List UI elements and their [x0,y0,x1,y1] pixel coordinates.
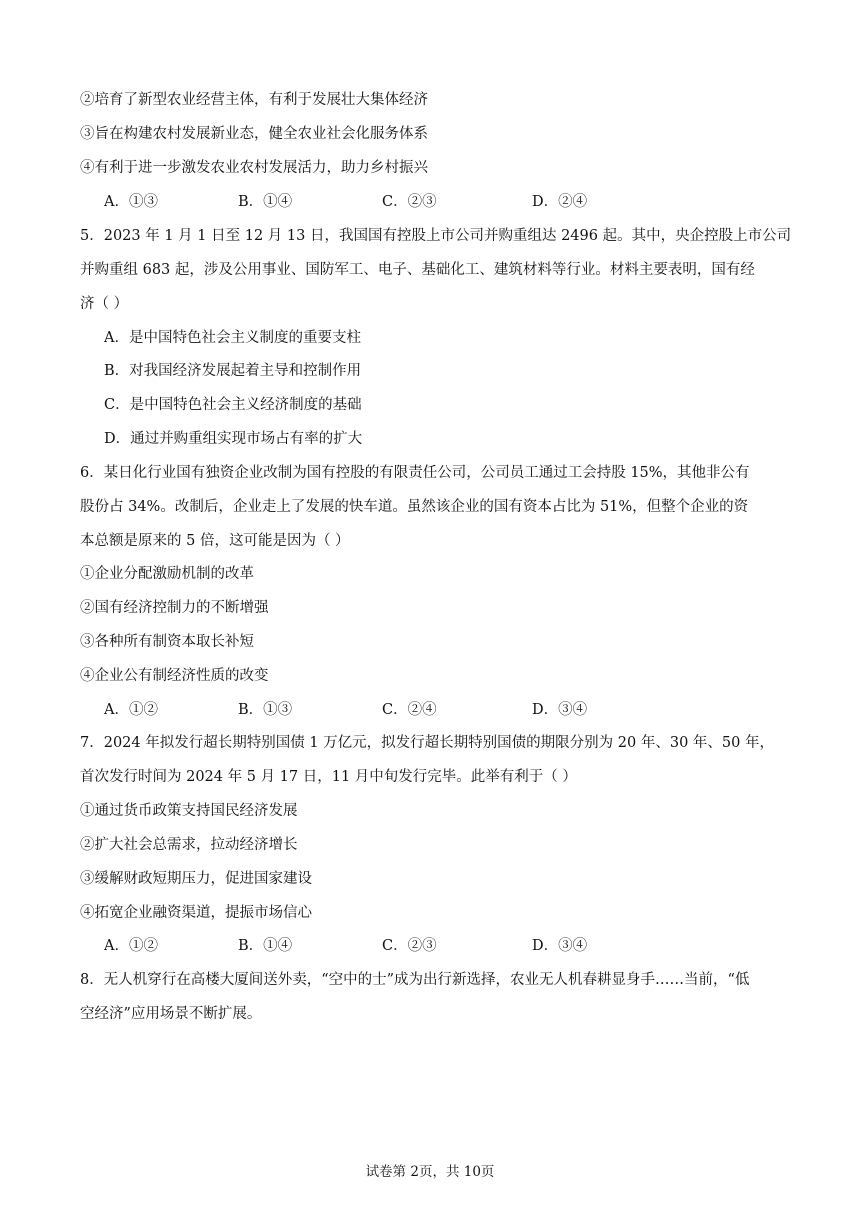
q7-option-d[interactable]: D．③④ [532,938,588,954]
q6-option-d[interactable]: D．③④ [532,702,588,718]
q5-stem-line-2: 并购重组 683 起，涉及公用事业、国防军工、电子、基础化工、建筑材料等行业。材料主要表明，国有经 [80,262,755,278]
q4-option-c[interactable]: C．②③ [382,194,437,210]
q5-option-c[interactable]: C．是中国特色社会主义经济制度的基础 [104,397,362,413]
q7-statement-3: ③缓解财政短期压力，促进国家建设 [80,871,312,887]
q6-statement-1: ①企业分配激励机制的改革 [80,566,254,582]
q4-statement-2: ②培育了新型农业经营主体，有利于发展壮大集体经济 [80,92,428,108]
q6-stem-line-3: 本总额是原来的 5 倍，这可能是因为（ ） [80,533,350,549]
q8-stem-line-2: 空经济”应用场景不断扩展。 [80,1006,262,1022]
q6-stem-line-1: 6．某日化行业国有独资企业改制为国有控股的有限责任公司，公司员工通过工会持股 15%，其他非公有 [80,465,750,481]
q6-statement-4: ④企业公有制经济性质的改变 [80,668,269,684]
q4-statement-4: ④有利于进一步激发农业农村发展活力，助力乡村振兴 [80,160,428,176]
q6-options [104,700,704,720]
q6-option-a[interactable]: A．①② [104,702,158,718]
q4-option-a[interactable]: A．①③ [104,194,158,210]
q5-option-d[interactable]: D．通过并购重组实现市场占有率的扩大 [104,431,363,447]
q7-options [104,936,704,956]
q6-option-b[interactable]: B．①③ [238,702,293,718]
q6-option-c[interactable]: C．②④ [382,702,437,718]
q7-option-b[interactable]: B．①④ [238,938,293,954]
q6-stem-line-2: 股份占 34%。改制后，企业走上了发展的快车道。虽然该企业的国有资本占比为 51%，但整个企业的资 [80,499,749,515]
q6-statement-3: ③各种所有制资本取长补短 [80,634,254,650]
q5-stem-line-3: 济（ ） [80,296,129,312]
q7-stem-line-2: 首次发行时间为 2024 年 5 月 17 日，11 月中旬发行完毕。此举有利于（ ） [80,769,577,785]
q4-options [104,192,704,212]
q7-statement-1: ①通过货币政策支持国民经济发展 [80,803,298,819]
q6-statement-2: ②国有经济控制力的不断增强 [80,600,269,616]
q4-option-d[interactable]: D．②④ [532,194,588,210]
q7-statement-2: ②扩大社会总需求，拉动经济增长 [80,837,298,853]
q5-option-b[interactable]: B．对我国经济发展起着主导和控制作用 [104,363,362,379]
q4-option-b[interactable]: B．①④ [238,194,293,210]
q5-stem-line-1: 5．2023 年 1 月 1 日至 12 月 13 日，我国国有控股上市公司并购重组达 2496 起。其中，央企控股上市公司 [80,228,792,244]
q5-option-a[interactable]: A．是中国特色社会主义制度的重要支柱 [104,330,361,346]
q7-option-c[interactable]: C．②③ [382,938,437,954]
q8-stem-line-1: 8．无人机穿行在高楼大厦间送外卖，“空中的士”成为出行新选择，农业无人机春耕显身手……当前，“低 [80,972,750,988]
q7-statement-4: ④拓宽企业融资渠道，提振市场信心 [80,905,312,921]
page-footer: 试卷第 2页，共 10页 [365,1164,495,1180]
q7-option-a[interactable]: A．①② [104,938,158,954]
q4-statement-3: ③旨在构建农村发展新业态，健全农业社会化服务体系 [80,126,428,142]
q7-stem-line-1: 7．2024 年拟发行超长期特别国债 1 万亿元，拟发行超长期特别国债的期限分别为 20 年、30 年、50 年， [80,735,774,751]
